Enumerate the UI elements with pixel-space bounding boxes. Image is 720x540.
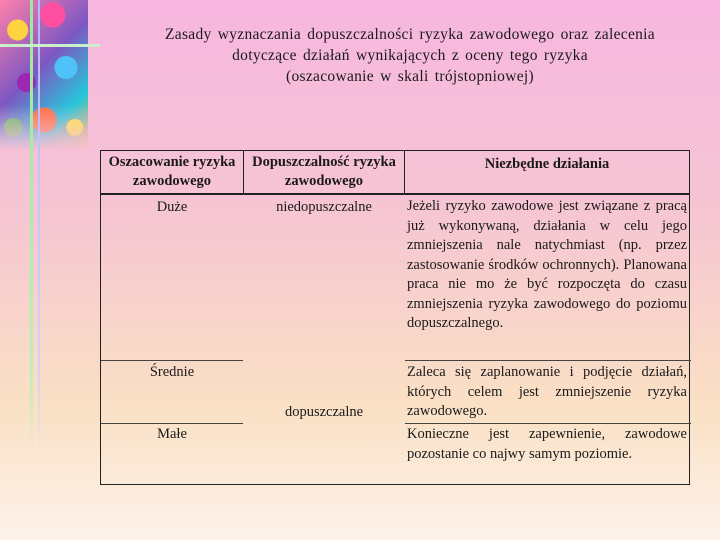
risk-table (100, 150, 690, 485)
row-low-action: Konieczne jest zapewnienie, zawodowe pozostanie co najwy samym poziomie. (407, 426, 687, 462)
row-high-action: Jeżeli ryzyko zawodowe jest związane z pracą już wykonywaną, działania w celu jego zmniejszenia nale natychmiast (np. przez zastosowanie środków ochronnych). Planowana praca nie mo że być rozpoczęta do czasu zmniejszenia ryzyka zawodowego do poziomu dopuszczalnego. (407, 198, 687, 331)
decorative-vertical-line (30, 0, 33, 450)
decorative-corner-art (0, 0, 88, 150)
title-line-2: dotyczące działań wynikających z oceny tego ryzyka (232, 47, 588, 64)
row-divider-left (101, 423, 243, 424)
row-medium-acceptability: dopuszczalne (284, 404, 364, 420)
decorative-horizontal-line (0, 44, 100, 47)
title-line-1: Zasady wyznaczania dopuszczalności ryzyka zawodowego oraz zalecenia (165, 26, 655, 43)
row-high-acceptability: niedopuszczalne (276, 199, 372, 215)
row-medium-action: Zaleca się zaplanowanie i podjęcie działań, których celem jest zmniejszenie ryzyka zawodowego. (407, 364, 687, 419)
row-divider-right (405, 423, 691, 424)
header-acceptability: Dopuszczalność ryzyka zawodowego (252, 154, 396, 189)
header-actions: Niezbędne działania (484, 156, 610, 172)
decorative-vertical-line-secondary (38, 0, 40, 450)
row-low-level: Małe (157, 426, 187, 442)
row-divider-right (405, 360, 691, 361)
header-risk-estimate: Oszacowanie ryzyka zawodowego (108, 154, 236, 189)
title-line-3: (oszacowanie w skali trójstopniowej) (286, 68, 534, 85)
row-medium-level: Średnie (149, 364, 195, 380)
header-bottom-border (101, 193, 689, 195)
slide-title (100, 24, 720, 87)
row-divider-left (101, 360, 243, 361)
row-high-level: Duże (156, 199, 188, 215)
